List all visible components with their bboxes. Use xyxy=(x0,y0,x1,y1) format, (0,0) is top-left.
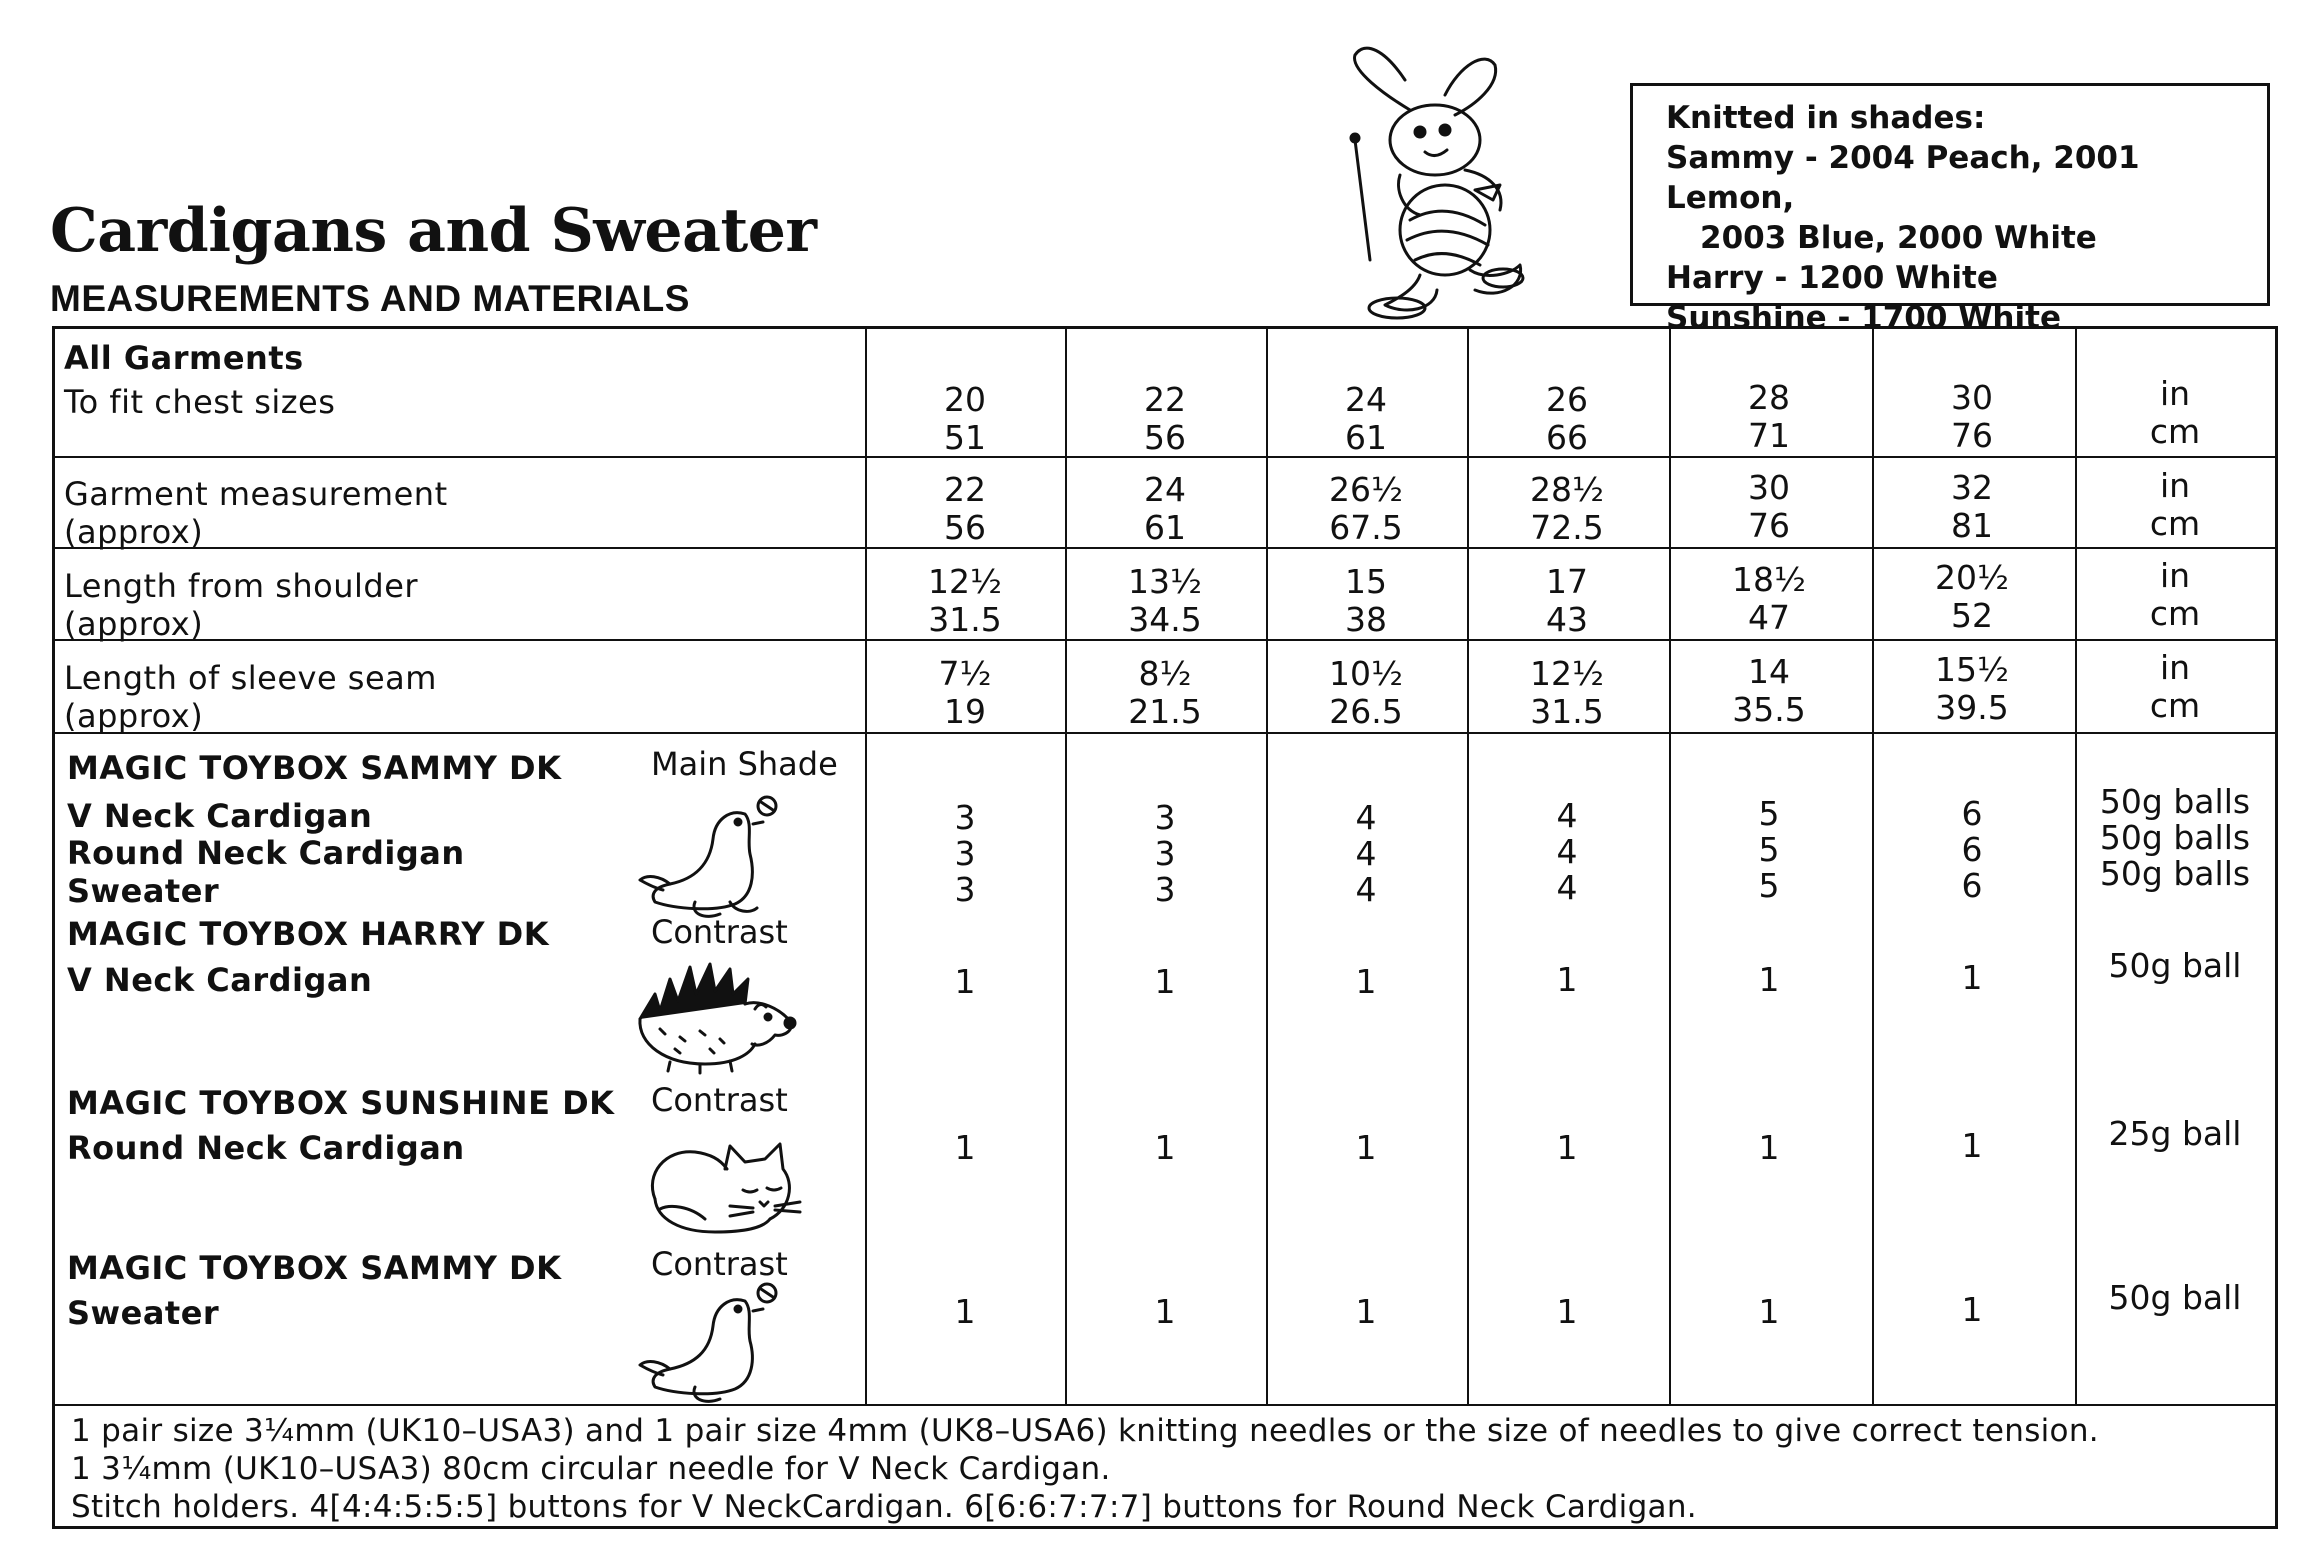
harry-5: 1 xyxy=(1758,960,1780,999)
garment-cm-3: 67.5 xyxy=(1329,508,1403,547)
yarn-harry-item: V Neck Cardigan xyxy=(67,961,373,999)
yarn-item-v-neck: V Neck Cardigan xyxy=(67,797,373,835)
harry-1: 1 xyxy=(954,962,976,1001)
garment-cm-2: 61 xyxy=(1144,508,1186,547)
chest-unit-cm: cm xyxy=(2149,412,2201,451)
yarn-sammy-brand: MAGIC TOYBOX SAMMY DK xyxy=(67,749,562,787)
row-divider xyxy=(55,1404,2275,1406)
chest-cm-4: 66 xyxy=(1546,418,1588,457)
sammy-contrast-unit: 50g ball xyxy=(2108,1278,2242,1317)
chest-cm-5: 71 xyxy=(1748,416,1790,455)
garment-cm-1: 56 xyxy=(944,508,986,547)
page-subtitle: MEASUREMENTS AND MATERIALS xyxy=(50,278,690,319)
sleeve-cm-3: 26.5 xyxy=(1329,692,1403,731)
sleeping-cat-icon xyxy=(635,1124,805,1244)
sammy-contrast-3: 1 xyxy=(1355,1292,1377,1331)
page-title: Cardigans and Sweater xyxy=(50,196,817,266)
length-unit-in: in xyxy=(2159,556,2191,595)
shades-line-sammy: Sammy - 2004 Peach, 2001 Lemon, xyxy=(1666,140,2140,216)
harry-3: 1 xyxy=(1355,962,1377,1001)
length-in-5: 18½ xyxy=(1732,560,1806,599)
chest-in-5: 28 xyxy=(1748,378,1790,417)
sunshine-6: 1 xyxy=(1961,1126,1983,1165)
bunny-knitting-illustration xyxy=(1325,40,1555,320)
sammy-round-5: 5 xyxy=(1758,830,1780,869)
length-in-2: 13½ xyxy=(1128,562,1202,601)
harry-shade-label: Contrast xyxy=(651,913,788,951)
sleeve-in-1: 7½ xyxy=(938,654,992,693)
sleeve-in-2: 8½ xyxy=(1138,654,1192,693)
sammy-contrast-shade-label: Contrast xyxy=(651,1245,788,1283)
chest-in-2: 22 xyxy=(1144,380,1186,419)
sammy-contrast-5: 1 xyxy=(1758,1292,1780,1331)
sleeve-seam-label: Length of sleeve seam xyxy=(64,659,437,697)
sammy-sweater-1: 3 xyxy=(954,870,976,909)
length-in-6: 20½ xyxy=(1935,558,2009,597)
chest-unit-in: in xyxy=(2159,374,2191,413)
footer-circular-needle-line: 1 3¼mm (UK10–USA3) 80cm circular needle for V Neck Cardigan. xyxy=(71,1451,1111,1487)
length-unit-cm: cm xyxy=(2149,594,2201,633)
chest-cm-2: 56 xyxy=(1144,418,1186,457)
footer-needles-line: 1 pair size 3¼mm (UK10–USA3) and 1 pair size 4mm (UK8–USA6) knitting needles or the size of needles to give correct tension. xyxy=(71,1413,2099,1449)
chest-in-6: 30 xyxy=(1951,378,1993,417)
sleeve-cm-2: 21.5 xyxy=(1128,692,1202,731)
sammy-vneck-6: 6 xyxy=(1961,794,1983,833)
length-shoulder-label: Length from shoulder xyxy=(64,567,419,605)
length-in-4: 17 xyxy=(1546,562,1588,601)
sleeve-cm-1: 19 xyxy=(944,692,986,731)
sammy-vneck-5: 5 xyxy=(1758,794,1780,833)
yarn-sunshine-brand: MAGIC TOYBOX SUNSHINE DK xyxy=(67,1084,615,1122)
length-cm-4: 43 xyxy=(1546,600,1588,639)
sammy-vneck-3: 4 xyxy=(1355,798,1377,837)
garment-cm-4: 72.5 xyxy=(1530,508,1604,547)
sammy-vneck-unit: 50g balls xyxy=(2099,782,2251,821)
garment-measurement-label: Garment measurement xyxy=(64,475,448,513)
harry-unit: 50g ball xyxy=(2108,946,2242,985)
sammy-contrast-4: 1 xyxy=(1556,1292,1578,1331)
hedgehog-icon xyxy=(630,949,800,1079)
chest-size-label: To fit chest sizes xyxy=(64,383,336,421)
sammy-contrast-2: 1 xyxy=(1154,1292,1176,1331)
garment-cm-6: 81 xyxy=(1951,506,1993,545)
sleeve-cm-6: 39.5 xyxy=(1935,688,2009,727)
sleeve-in-3: 10½ xyxy=(1329,654,1403,693)
length-shoulder-approx: (approx) xyxy=(64,605,204,643)
chest-in-1: 20 xyxy=(944,380,986,419)
sammy-contrast-1: 1 xyxy=(954,1292,976,1331)
sammy-sweater-4: 4 xyxy=(1556,868,1578,907)
seal-icon xyxy=(635,1279,785,1409)
chest-cm-6: 76 xyxy=(1951,416,1993,455)
sammy-sweater-6: 6 xyxy=(1961,866,1983,905)
sammy-vneck-2: 3 xyxy=(1154,798,1176,837)
sunshine-2: 1 xyxy=(1154,1128,1176,1167)
sammy-round-3: 4 xyxy=(1355,834,1377,873)
harry-6: 1 xyxy=(1961,958,1983,997)
sammy-contrast-6: 1 xyxy=(1961,1290,1983,1329)
row-divider xyxy=(55,547,2275,549)
footer-notes xyxy=(71,1412,2099,1526)
yarn-sammy-contrast-brand: MAGIC TOYBOX SAMMY DK xyxy=(67,1249,562,1287)
sleeve-unit-cm: cm xyxy=(2149,686,2201,725)
row-divider xyxy=(55,732,2275,734)
sammy-round-6: 6 xyxy=(1961,830,1983,869)
garment-cm-5: 76 xyxy=(1748,506,1790,545)
garment-unit-cm: cm xyxy=(2149,504,2201,543)
sammy-round-4: 4 xyxy=(1556,832,1578,871)
sammy-sweater-3: 4 xyxy=(1355,870,1377,909)
sunshine-shade-label: Contrast xyxy=(651,1081,788,1119)
garment-in-5: 30 xyxy=(1748,468,1790,507)
sunshine-3: 1 xyxy=(1355,1128,1377,1167)
chest-cm-1: 51 xyxy=(944,418,986,457)
footer-buttons-line: Stitch holders. 4[4:4:5:5:5] buttons for V NeckCardigan. 6[6:6:7:7:7] buttons for Round Neck Cardigan. xyxy=(71,1489,1697,1525)
shades-line-sammy-cont: 2003 Blue, 2000 White xyxy=(1700,220,2097,256)
garment-in-6: 32 xyxy=(1951,468,1993,507)
sleeve-seam-approx: (approx) xyxy=(64,697,204,735)
sunshine-5: 1 xyxy=(1758,1128,1780,1167)
harry-4: 1 xyxy=(1556,960,1578,999)
yarn-harry-brand: MAGIC TOYBOX HARRY DK xyxy=(67,915,549,953)
sammy-sweater-5: 5 xyxy=(1758,866,1780,905)
sunshine-1: 1 xyxy=(954,1128,976,1167)
sammy-vneck-1: 3 xyxy=(954,798,976,837)
sammy-sweater-unit: 50g balls xyxy=(2099,854,2251,893)
sleeve-unit-in: in xyxy=(2159,648,2191,687)
length-cm-1: 31.5 xyxy=(928,600,1002,639)
yarn-sammy-contrast-item: Sweater xyxy=(67,1294,220,1332)
sleeve-in-5: 14 xyxy=(1748,652,1790,691)
length-cm-2: 34.5 xyxy=(1128,600,1202,639)
sleeve-in-4: 12½ xyxy=(1530,654,1604,693)
sammy-round-unit: 50g balls xyxy=(2099,818,2251,857)
sammy-round-1: 3 xyxy=(954,834,976,873)
sunshine-4: 1 xyxy=(1556,1128,1578,1167)
garment-in-1: 22 xyxy=(944,470,986,509)
chest-in-4: 26 xyxy=(1546,380,1588,419)
chest-cm-3: 61 xyxy=(1345,418,1387,457)
length-in-3: 15 xyxy=(1345,562,1387,601)
sunshine-unit: 25g ball xyxy=(2108,1114,2242,1153)
garment-in-4: 28½ xyxy=(1530,470,1604,509)
chest-in-3: 24 xyxy=(1345,380,1387,419)
measurements-table xyxy=(52,326,2278,1529)
shades-line-sunshine: Sunshine - 1700 White xyxy=(1666,300,2061,336)
sleeve-cm-4: 31.5 xyxy=(1530,692,1604,731)
garment-in-2: 24 xyxy=(1144,470,1186,509)
harry-2: 1 xyxy=(1154,962,1176,1001)
length-cm-3: 38 xyxy=(1345,600,1387,639)
seal-icon xyxy=(635,784,785,924)
sammy-round-2: 3 xyxy=(1154,834,1176,873)
shades-line-harry: Harry - 1200 White xyxy=(1666,260,1998,296)
yarn-item-sweater: Sweater xyxy=(67,872,220,910)
row-divider xyxy=(55,639,2275,641)
garment-in-3: 26½ xyxy=(1329,470,1403,509)
sleeve-in-6: 15½ xyxy=(1935,650,2009,689)
yarn-sunshine-item: Round Neck Cardigan xyxy=(67,1129,465,1167)
length-in-1: 12½ xyxy=(928,562,1002,601)
sammy-sweater-2: 3 xyxy=(1154,870,1176,909)
length-cm-6: 52 xyxy=(1951,596,1993,635)
sleeve-cm-5: 35.5 xyxy=(1732,690,1806,729)
shades-info-box xyxy=(1630,83,2270,336)
all-garments-label: All Garments xyxy=(64,339,304,377)
yarn-item-round-neck: Round Neck Cardigan xyxy=(67,834,465,872)
shades-heading: Knitted in shades: xyxy=(1666,100,1986,136)
sammy-vneck-4: 4 xyxy=(1556,796,1578,835)
garment-unit-in: in xyxy=(2159,466,2191,505)
length-cm-5: 47 xyxy=(1748,598,1790,637)
garment-measurement-approx: (approx) xyxy=(64,513,204,551)
main-shade-label: Main Shade xyxy=(651,745,838,783)
